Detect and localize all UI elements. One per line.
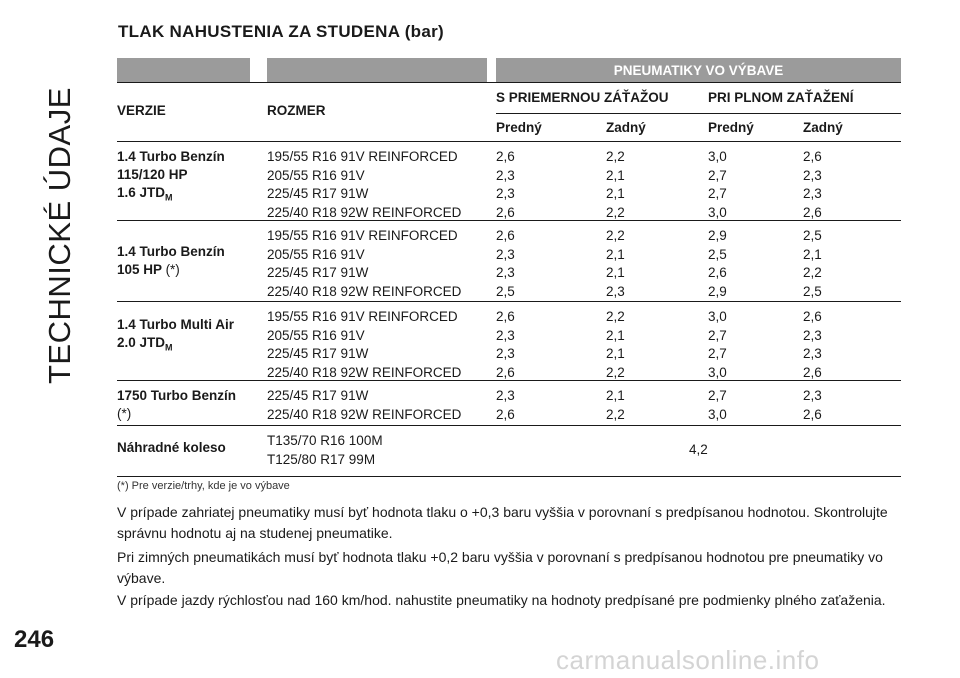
avg-rear-pressure-column <box>606 148 625 222</box>
full-rear-pressure-column <box>803 227 822 301</box>
version-jtd-text: 2.0 JTD <box>117 335 166 350</box>
full-rear-pressure: 2,1 <box>803 246 822 262</box>
header-divider <box>496 113 901 114</box>
version-line-text: 1750 Turbo Benzín <box>117 388 237 403</box>
avg-front-pressure: 2,6 <box>496 149 515 164</box>
band-segment <box>267 58 487 82</box>
table-body <box>117 142 901 426</box>
avg-rear-pressure: 2,1 <box>606 327 625 343</box>
full-front-pressure-column <box>708 148 727 222</box>
watermark: carmanualsonline.info <box>556 645 820 675</box>
table-header-band <box>117 58 901 82</box>
tire-size: 225/40 R18 92W REINFORCED <box>267 364 462 380</box>
tire-size: 225/40 R18 92W REINFORCED <box>267 204 462 220</box>
footnote: (*) Pre verzie/trhy, kde je vo výbave <box>117 480 290 492</box>
full-front-pressure: 2,7 <box>708 388 727 403</box>
spare-size: T135/70 R16 100M <box>267 433 383 448</box>
version-cell <box>117 148 225 207</box>
full-front-pressure-column <box>708 227 727 301</box>
full-front-pressure: 2,7 <box>708 167 727 183</box>
full-front-pressure: 2,9 <box>708 283 727 299</box>
avg-rear-pressure-column <box>606 387 625 424</box>
avg-rear-pressure: 2,1 <box>606 246 625 262</box>
tire-size: 205/55 R16 91V <box>267 327 365 343</box>
full-front-pressure-column <box>708 308 727 382</box>
spare-wheel-sizes <box>267 432 383 469</box>
full-rear-pressure-column <box>803 148 822 222</box>
full-front-pressure: 3,0 <box>708 149 727 164</box>
full-rear-pressure: 2,3 <box>803 327 822 343</box>
version-line <box>117 387 236 423</box>
full-rear-pressure: 2,6 <box>803 204 822 220</box>
full-rear-pressure: 2,5 <box>803 228 822 243</box>
tire-size: 225/45 R17 91W <box>267 265 369 280</box>
tire-size: 205/55 R16 91V <box>267 167 365 183</box>
paragraph-winter-tyre: Pri zimných pneumatikách musí byť hodnota tlaku +0,2 baru vyššia v porovnaní s predpísanou hodnotou pre pneumatiky vo výbave. <box>117 549 883 586</box>
full-rear-pressure: 2,3 <box>803 346 822 361</box>
header-avg-load: S PRIEMERNOU ZÁŤAŽOU <box>496 90 669 105</box>
band-segment <box>117 58 250 82</box>
tire-size: 225/40 R18 92W REINFORCED <box>267 406 462 422</box>
section-title: TLAK NAHUSTENIA ZA STUDENA (bar) <box>118 22 444 41</box>
spare-wheel-pressure: 4,2 <box>689 442 708 457</box>
spare-wheel-label: Náhradné koleso <box>117 440 226 455</box>
avg-front-pressure: 2,3 <box>496 265 515 280</box>
table-row-group <box>117 142 901 221</box>
avg-rear-pressure: 2,1 <box>606 346 625 361</box>
avg-front-pressure: 2,6 <box>496 228 515 243</box>
tire-size: 195/55 R16 91V REINFORCED <box>267 228 458 243</box>
avg-rear-pressure: 2,2 <box>606 364 625 380</box>
header-rozmer: ROZMER <box>267 103 326 118</box>
full-rear-pressure: 2,3 <box>803 186 822 201</box>
spare-wheel-row <box>117 426 901 477</box>
avg-rear-pressure: 2,1 <box>606 167 625 183</box>
tire-size-column <box>267 308 461 382</box>
tire-size: 225/45 R17 91W <box>267 186 369 201</box>
full-rear-pressure: 2,6 <box>803 149 822 164</box>
side-chapter-title-text: TECHNICKÉ ÚDAJE <box>42 87 77 384</box>
version-jtd-subscript: M <box>165 192 173 203</box>
side-chapter-title <box>20 22 80 402</box>
avg-front-pressure-column <box>496 227 515 301</box>
version-jtd <box>117 334 234 357</box>
full-rear-pressure: 2,6 <box>803 364 822 380</box>
avg-rear-pressure: 2,1 <box>606 186 625 201</box>
version-jtd-subscript: M <box>165 342 173 353</box>
tire-size: 205/55 R16 91V <box>267 246 365 262</box>
full-rear-pressure: 2,6 <box>803 406 822 422</box>
avg-front-pressure: 2,3 <box>496 346 515 361</box>
version-note: (*) <box>117 406 132 421</box>
header-full-front: Predný <box>708 120 754 135</box>
full-front-pressure: 3,0 <box>708 309 727 324</box>
tire-size-column <box>267 148 461 222</box>
tire-size-column <box>267 227 461 301</box>
paragraph-high-speed: V prípade jazdy rýchlosťou nad 160 km/hod. nahustite pneumatiky na hodnoty predpísané pre podmienky plného zaťaženia. <box>117 592 886 608</box>
full-front-pressure: 2,7 <box>708 346 727 361</box>
tire-size-column <box>267 387 461 424</box>
full-rear-pressure-column <box>803 387 822 424</box>
full-rear-pressure: 2,3 <box>803 167 822 183</box>
full-rear-pressure: 2,6 <box>803 309 822 324</box>
avg-front-pressure: 2,6 <box>496 406 515 422</box>
full-front-pressure: 2,9 <box>708 228 727 243</box>
version-jtd <box>117 184 225 207</box>
full-front-pressure: 2,7 <box>708 186 727 201</box>
tire-size: 225/45 R17 91W <box>267 346 369 361</box>
header-verzie: VERZIE <box>117 103 166 118</box>
avg-front-pressure: 2,3 <box>496 327 515 343</box>
avg-front-pressure: 2,3 <box>496 246 515 262</box>
avg-front-pressure: 2,6 <box>496 309 515 324</box>
version-cell <box>117 316 234 357</box>
version-line-text: 105 HP <box>117 262 162 277</box>
tire-size: 225/45 R17 91W <box>267 388 369 403</box>
full-rear-pressure: 2,5 <box>803 283 822 299</box>
full-rear-pressure-column <box>803 308 822 382</box>
full-rear-pressure: 2,2 <box>803 265 822 280</box>
header-full-rear: Zadný <box>803 120 843 135</box>
avg-rear-pressure-column <box>606 308 625 382</box>
full-front-pressure: 3,0 <box>708 364 727 380</box>
avg-front-pressure: 2,5 <box>496 283 515 299</box>
version-line: 115/120 HP <box>117 167 188 182</box>
avg-rear-pressure-column <box>606 227 625 301</box>
header-full-load: PRI PLNOM ZAŤAŽENÍ <box>708 90 854 105</box>
avg-rear-pressure: 2,2 <box>606 204 625 220</box>
table-header <box>117 82 901 142</box>
paragraph-hot-tyre: V prípade zahriatej pneumatiky musí byť hodnota tlaku o +0,3 baru vyššia v porovnaní s predpísanou hodnotou. Skontrolujte správnu hodnotu aj na studenej pneumatike. <box>117 504 888 541</box>
avg-rear-pressure: 2,3 <box>606 283 625 299</box>
version-line: 1.4 Turbo Benzín <box>117 149 225 164</box>
tire-size: 195/55 R16 91V REINFORCED <box>267 149 458 164</box>
band-label: PNEUMATIKY VO VÝBAVE <box>496 58 901 82</box>
full-front-pressure: 2,6 <box>708 265 727 280</box>
header-avg-front: Predný <box>496 120 542 135</box>
tire-size: 225/40 R18 92W REINFORCED <box>267 283 462 299</box>
avg-rear-pressure: 2,2 <box>606 406 625 422</box>
avg-front-pressure-column <box>496 148 515 222</box>
table-row-group <box>117 221 901 302</box>
avg-rear-pressure: 2,2 <box>606 228 625 243</box>
version-jtd-text: 1.6 JTD <box>117 185 166 200</box>
full-front-pressure: 2,5 <box>708 246 727 262</box>
header-avg-rear: Zadný <box>606 120 646 135</box>
avg-rear-pressure: 2,2 <box>606 149 625 164</box>
avg-front-pressure-column <box>496 308 515 382</box>
tire-size: 195/55 R16 91V REINFORCED <box>267 309 458 324</box>
avg-front-pressure: 2,3 <box>496 186 515 201</box>
version-note: (*) <box>165 262 180 277</box>
avg-rear-pressure: 2,1 <box>606 388 625 403</box>
avg-front-pressure: 2,6 <box>496 204 515 220</box>
tire-pressure-table <box>117 58 901 477</box>
avg-front-pressure: 2,3 <box>496 167 515 183</box>
avg-rear-pressure: 2,1 <box>606 265 625 280</box>
version-cell <box>117 243 225 279</box>
version-cell <box>117 387 236 423</box>
full-front-pressure: 3,0 <box>708 204 727 220</box>
version-line: 1.4 Turbo Multi Air <box>117 317 234 332</box>
version-line: 1.4 Turbo Benzín <box>117 244 225 259</box>
full-front-pressure: 3,0 <box>708 406 727 422</box>
table-row-group <box>117 381 901 426</box>
full-front-pressure: 2,7 <box>708 327 727 343</box>
full-rear-pressure: 2,3 <box>803 388 822 403</box>
avg-rear-pressure: 2,2 <box>606 309 625 324</box>
full-front-pressure-column <box>708 387 727 424</box>
version-line <box>117 261 225 279</box>
avg-front-pressure: 2,3 <box>496 388 515 403</box>
page-number: 246 <box>14 626 55 653</box>
table-row-group <box>117 302 901 381</box>
spare-size: T125/80 R17 99M <box>267 451 376 467</box>
avg-front-pressure: 2,6 <box>496 364 515 380</box>
avg-front-pressure-column <box>496 387 515 424</box>
